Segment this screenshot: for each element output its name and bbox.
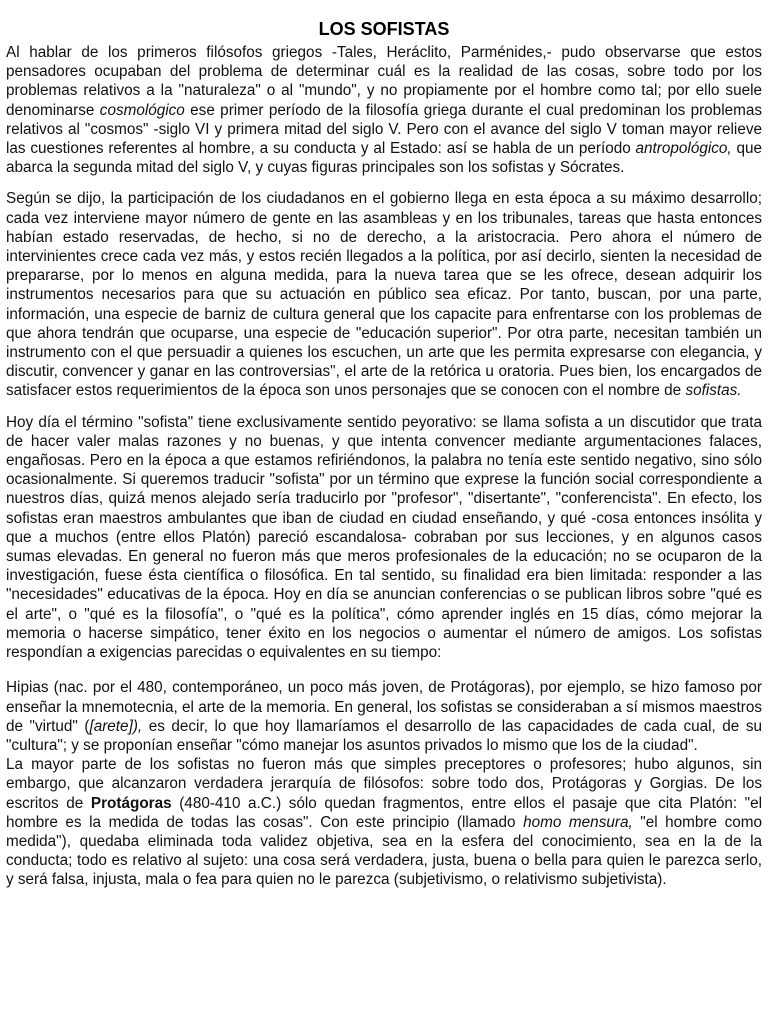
term-antropologico: antropológico, <box>635 140 732 158</box>
paragraph-intro-text-3: que abarca la segunda mitad del siglo V, y cuyas figuras principales son los sofistas y Sócrates. <box>6 140 762 177</box>
name-protagoras: Protágoras <box>90 794 172 812</box>
document-title: LOS SOFISTAS <box>318 19 450 39</box>
paragraph-hipias-text-2: es decir, lo que hoy llamaríamos el desarrollo de las capacidades de cada cual, de su "cultura"; y se proponían enseñar "cómo manejar los asuntos privados lo mismo que los de la ciudad". <box>6 717 763 754</box>
term-sofistas: sofistas. <box>685 382 742 400</box>
paragraph-protagoras-text-3: "el hombre como medida"), quedaba eliminada toda validez objetiva, sea en la esfera del conocimiento, sea en la de la conducta; todo es relativo al sujeto: una cosa será verdadera, justa, buena o bella para quien le parezca serlo, y será falsa, injusta, mala o fea para quien no le parezca (subjetivismo, o relativismo subjetivista). <box>6 813 763 889</box>
paragraph-intro <box>6 43 762 177</box>
paragraph-hipias <box>6 678 762 755</box>
term-cosmologico: cosmológico <box>99 101 185 119</box>
paragraph-protagoras <box>6 755 762 889</box>
term-homo-mensura: homo mensura, <box>523 813 633 831</box>
paragraph-protagoras-text-2: (480-410 a.C.) sólo quedan fragmentos, entre ellos el pasaje que cita Platón: "el hombre es la medida de todas las cosas". Con este principio (llamado <box>6 794 762 831</box>
paragraph-intro-text-1: Al hablar de los primeros filósofos griegos -Tales, Heráclito, Parménides,- pudo observarse que estos pensadores ocupaban del problema de determinar cuál es la realidad de las cosas, sobre todo por los problemas relativos a la "naturaleza" o al "mundo", y no propiamente por el hombre como tal; por ello suele denominarse <box>6 44 762 119</box>
paragraph-protagoras-text-1: La mayor parte de los sofistas no fueron más que simples preceptores o profesores; hubo algunos, sin embargo, que alcanzaron verdadera jerarquía de filósofos: sobre todo dos, Protágoras y Gorgias. De los escritos de <box>6 756 762 812</box>
paragraph-term-sofista-text: Hoy día el término "sofista" tiene exclusivamente sentido peyorativo: se llama sofista a un discutidor que trata de hacer valer malas razones y no buenas, y que intenta convencer mediante argumentaciones falaces, engañosas. Pero en la época a que estamos refiriéndonos, la palabra no tenía este sentido negativo, sino sólo ocasionalmente. Si queremos traducir "sofista" por un término que exprese la función social correspondiente a nuestros días, quizá menos alejado sería traducirlo por "profesor", "disertante", "conferencista". En efecto, los sofistas eran maestros ambulantes que iban de ciudad en ciudad enseñando, y qué -cosa entonces insólita y que a muchos (entre ellos Platón) pareció escandalosa- cobraban por sus lecciones, y en algunos casos sumas elevadas. En general no fueron más que meros profesionales de la educación; no se ocuparon de la investigación, fuese ésta científica o filosófica. En tal sentido, su finalidad era bien limitada: responder a las "necesidades" educativas de la época. Hoy en día se anuncian conferencias o se publican libros sobre "qué es el arte", o "qué es la filosofía", o "qué es la política", cómo aprender inglés en 15 días, cómo mejorar la memoria o hacerse simpático, tener éxito en los negocios o aumentar el número de amigos. Los sofistas respondían a exigencias parecidas o equivalentes en su tiempo: <box>6 413 762 662</box>
paragraph-participation-text-1: Según se dijo, la participación de los ciudadanos en el gobierno llega en esta época a su máximo desarrollo; cada vez interviene mayor número de gente en las asambleas y en los tribunales, tareas que hasta entonces habían estado reservadas, de hecho, si no de derecho, a la aristocracia. Pero ahora el número de intervinientes crece cada vez más, y estos recién llegados a la política, por así decirlo, sienten la necesidad de prepararse, por lo menos en alguna medida, para la nueva tarea que se les ofrece, desean adquirir los instrumentos necesarios para que su actuación en público sea eficaz. Por tanto, buscan, por una parte, información, una especie de barniz de cultura general que los capacite para enfrentarse con los problemas de que ahora tendrán que ocuparse, una especie de "educación superior". Por otra parte, necesitan también un instrumento con el que persuadir a quienes los escuchen, un arte que les permita expresarse con elegancia, y discutir, convencer y ganar en las controversias", el arte de la retórica u oratoria. Pues bien, los encargados de satisfacer estos requerimientos de la época son unos personajes que se conocen con el nombre de <box>6 190 762 400</box>
paragraph-participation <box>6 189 762 400</box>
paragraph-intro-text-2: ese primer período de la filosofía griega durante el cual predominan los problemas relativos al "cosmos" -siglo VI y primera mitad del siglo V. Pero con el avance del siglo V toman mayor relieve las cuestiones referentes al hombre, a su conducta y al Estado: así se habla de un período <box>6 101 762 158</box>
paragraph-term-sofista <box>6 413 762 663</box>
paragraph-hipias-text-1: Hipias (nac. por el 480, contemporáneo, un poco más joven, de Protágoras), por ejemplo, se hizo famoso por enseñar la mnemotecnia, el arte de la memoria. En general, los sofistas se consideraban a sí mismos maestros de "virtud" ( <box>6 679 762 735</box>
term-arete: [arete]), <box>89 717 143 735</box>
